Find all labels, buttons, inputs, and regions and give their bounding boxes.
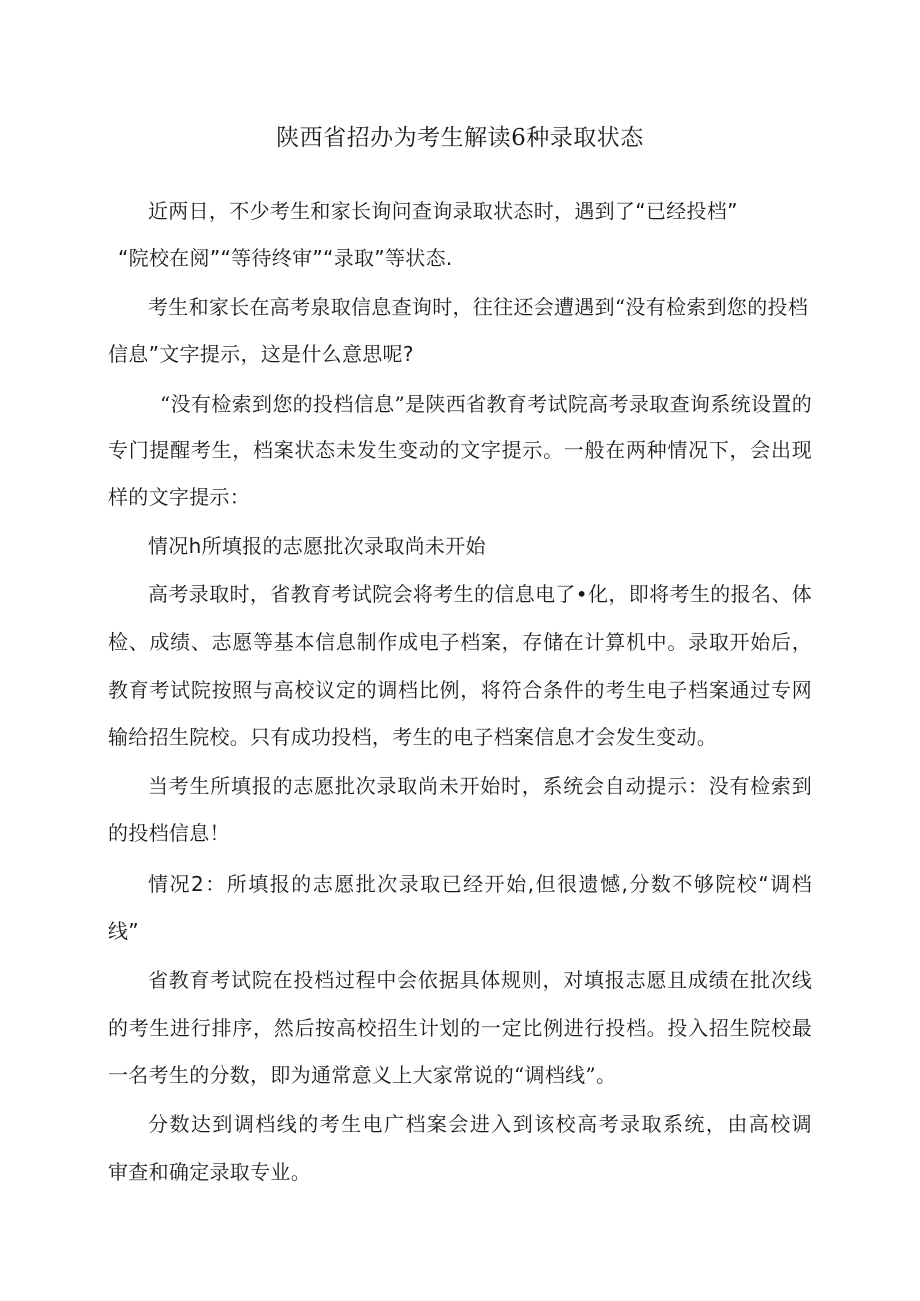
paragraph-2-line-2: 信息”文字提示，这是什么意思呢? [108,342,414,366]
paragraph-5-line-1: 当考生所填报的志愿批次录取尚未开始时，系统会自动提示：没有检索到 [148,774,812,798]
paragraph-4-line-4: 输给招生院校。只有成功投档，考生的电子档案信息才会发生变动。 [108,725,717,749]
paragraph-1-line-1 [148,195,812,227]
paragraph-6-line-2: 的考生进行排序，然后按高校招生计划的一定比例进行投档。投入招生院校最 [108,1016,812,1040]
paragraph-2-text: 考生和家长在高考泉取信息查询时，往往还会遭遇到“没有检索到您 [148,295,748,319]
section-heading-2-line-1: 情况2：所填报的志愿批次录取已经开始,但很遗憾,分数不够院校“调档 [148,872,812,896]
paragraph-4-line-1: 高考录取时，省教育考试院会将考生的信息电了•化，即将考生的报名、体 [148,582,812,606]
paragraph-3-line-1: “没有检索到您的投档信息”是陕西省教育考试院高考录取查询系统设置的 [160,392,812,416]
section-heading-1: 情况h所填报的志愿批次录取尚未开始 [148,534,486,558]
paragraph-1-line-2: “院校在阅”“等待终审”“录取”等状态. [118,246,453,270]
page-title: 陕西省招办为考生解读6种录取状态 [276,125,644,151]
paragraph-3-line-2: 专门提醒考生，档案状态未发生变动的文字提示。一般在两种情况下，会出现 [108,438,812,462]
paragraph-7-line-2: 审查和确定录取专业。 [108,1160,311,1184]
paragraph-1-highlight: 遇到了“已经投档” [574,199,738,223]
paragraph-4-line-2: 检、成绩、志愿等基本信息制作成电子档案，存储在计算机中。录取开始后， [108,630,812,654]
paragraph-3-line-3: 样的文字提示： [108,485,251,509]
paragraph-7-line-1: 分数达到调档线的考生电广档案会进入到该校高考录取系统，由高校调 [148,1112,812,1136]
section-heading-2-line-2: 线” [108,919,139,943]
paragraph-6-line-1: 省教育考试院在投档过程中会依据具体规则，对填报志愿且成绩在批次线 [148,968,812,992]
paragraph-1-text: 近两日，不少考生和家长询问查询录取状态时， [148,199,575,223]
paragraph-2-highlight: 的投档 [747,295,809,319]
paragraph-4-line-3: 教育考试院按照与高校议定的调档比例，将符合条件的考生电子档案通过专网 [108,678,812,702]
paragraph-6-line-3: 一名考生的分数，即为通常意义上大家常说的“调档线”。 [108,1063,617,1087]
paragraph-2-line-1 [148,291,812,323]
paragraph-5-line-2: 的投档信息！ [108,821,230,845]
